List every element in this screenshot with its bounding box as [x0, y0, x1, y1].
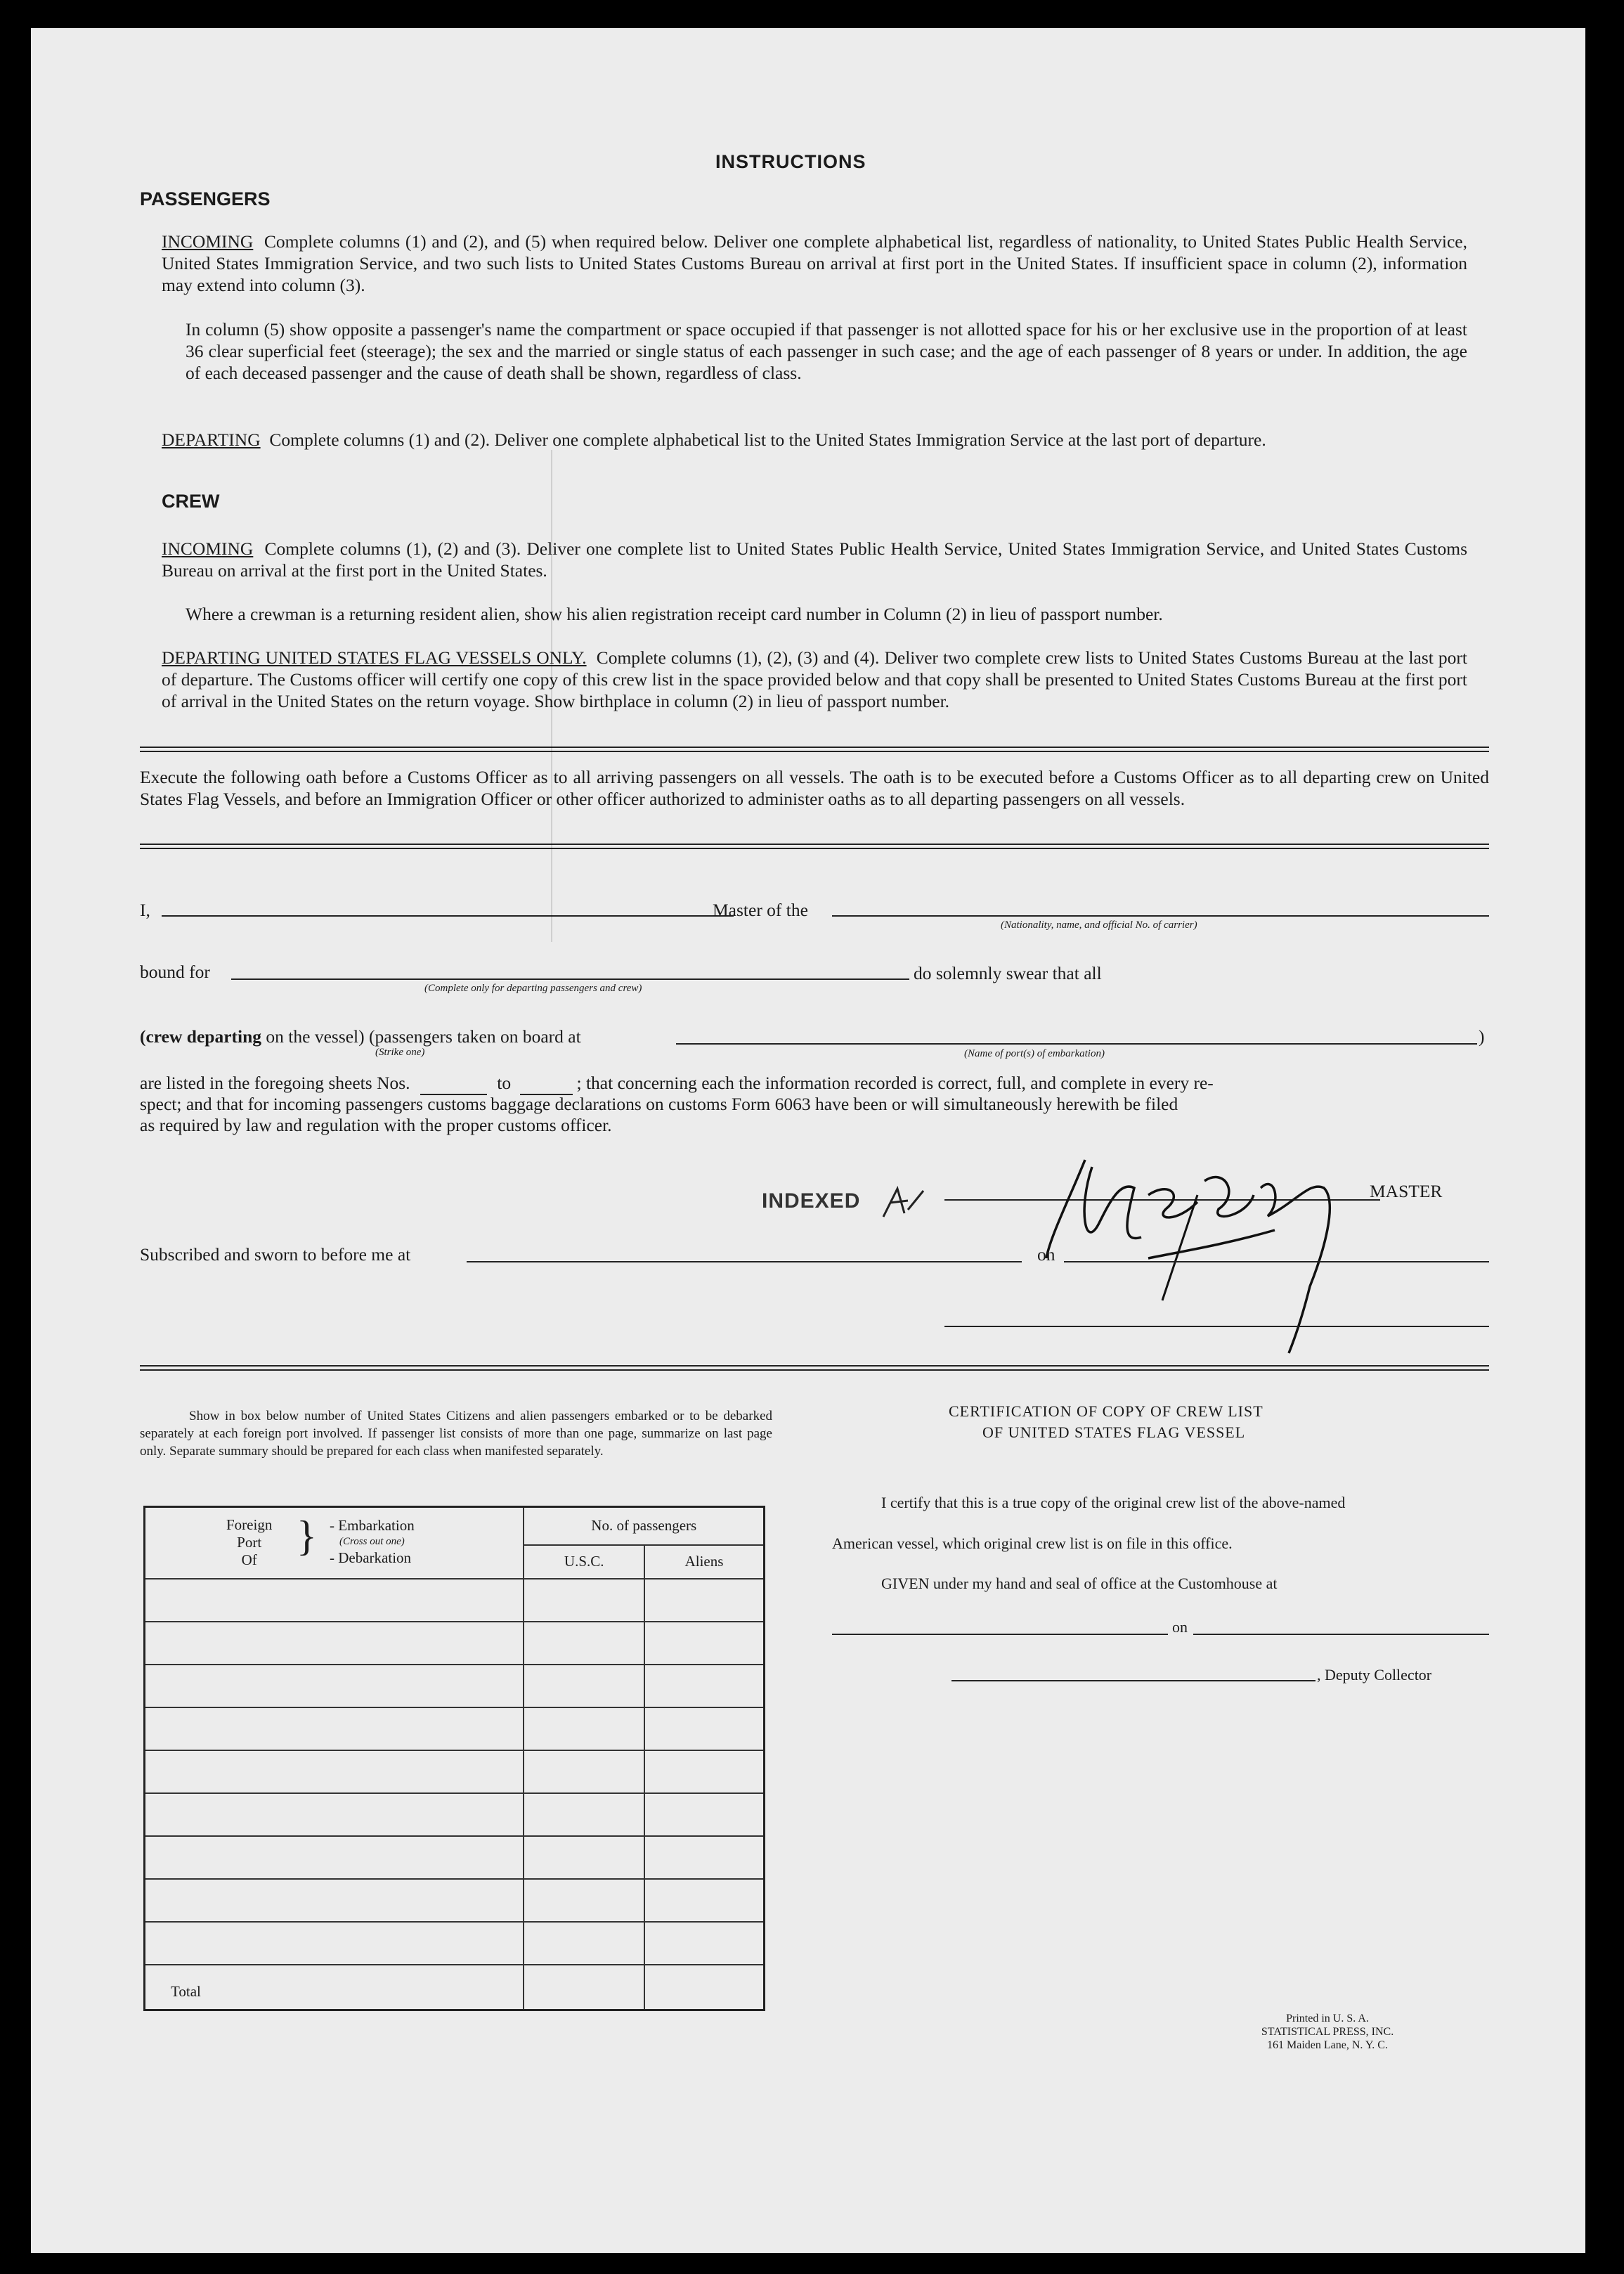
printer-line-2: STATISTICAL PRESS, INC.	[1261, 2026, 1394, 2038]
sheets-to: to	[497, 1073, 512, 1093]
crew-incoming-section	[162, 538, 1467, 581]
passengers-departing-label: DEPARTING	[162, 429, 261, 450]
passengers-column5-section	[186, 318, 1467, 384]
initials-mark	[880, 1185, 929, 1220]
embarkation-label: - Embarkation	[330, 1517, 415, 1534]
crew-departing-bold: (crew departing	[140, 1026, 262, 1047]
total-label: Total	[145, 1965, 524, 2010]
usc-cell[interactable]	[524, 1579, 644, 1622]
cert-line-3: GIVEN under my hand and seal of office at the Customhouse at	[881, 1575, 1278, 1592]
aliens-cell[interactable]	[644, 1707, 765, 1750]
crew-incoming-text: Complete columns (1), (2) and (3). Deliver one complete list to United States Public Health Service, United States Immigration Service, and United States Customs Bureau on arrival at the first port in the United States.	[162, 538, 1468, 581]
sheet-to-field[interactable]	[520, 1073, 573, 1095]
close-paren: )	[1479, 1026, 1485, 1047]
crew-resident-text: Where a crewman is a returning resident alien, show his alien registration receipt card number in Column (2) in lieu of passport number.	[186, 604, 1163, 624]
printer-line-1: Printed in U. S. A.	[1286, 2013, 1369, 2024]
sheets-line-1	[140, 1073, 1214, 1095]
cert-title-1: CERTIFICATION OF COPY OF CREW LIST	[949, 1402, 1264, 1420]
passengers-heading: PASSENGERS	[140, 188, 271, 209]
port-cell[interactable]	[145, 1879, 524, 1922]
divider	[140, 1365, 1489, 1371]
deputy-collector-field[interactable]	[951, 1680, 1316, 1681]
port-cell[interactable]	[145, 1750, 524, 1793]
deputy-collector-label: , Deputy Collector	[1317, 1666, 1432, 1684]
passenger-summary-table	[143, 1506, 765, 2011]
cert-line-1: I certify that this is a true copy of the original crew list of the above-named	[881, 1494, 1346, 1511]
oath-intro	[140, 766, 1489, 810]
swear-text: do solemnly swear that all	[914, 963, 1102, 983]
usc-cell[interactable]	[524, 1879, 644, 1922]
aliens-cell[interactable]	[644, 1793, 765, 1836]
aliens-total-cell[interactable]	[644, 1965, 765, 2010]
passengers-taken: (passengers taken on board at	[369, 1026, 581, 1047]
aliens-cell[interactable]	[644, 1622, 765, 1665]
cross-out-caption: (Cross out one)	[339, 1536, 405, 1547]
cert-title-2: OF UNITED STATES FLAG VESSEL	[982, 1423, 1246, 1441]
port-header-cell	[145, 1507, 524, 1579]
brace-icon: }	[297, 1513, 317, 1559]
crew-incoming-label: INCOMING	[162, 538, 254, 559]
master-of-the-label: Master of the	[713, 900, 808, 920]
usc-cell[interactable]	[524, 1793, 644, 1836]
sheet-from-field[interactable]	[420, 1073, 487, 1095]
usc-cell[interactable]	[524, 1836, 644, 1879]
crew-resident-section	[186, 603, 1467, 625]
port-label: Port	[237, 1534, 262, 1551]
no-of-passengers-header: No. of passengers	[524, 1507, 764, 1545]
aliens-cell[interactable]	[644, 1665, 765, 1707]
master-name-field[interactable]	[162, 915, 734, 917]
printer-line-3: 161 Maiden Lane, N. Y. C.	[1267, 2039, 1388, 2051]
passengers-column5-text: In column (5) show opposite a passenger's name the compartment or space occupied if that passenger is not allotted space for his or her exclusive use in the proportion of at least 36 clear superficial feet (steerage); the sex and the married or single status of each passenger in such case; and the age of each passenger of 8 years or under. In addition, the age of each deceased passenger and the cause of death shall be shown, regardless of class.	[186, 319, 1467, 383]
debarkation-label: - Debarkation	[330, 1549, 412, 1566]
of-label: Of	[241, 1551, 257, 1568]
subscribed-date-field[interactable]	[1064, 1261, 1489, 1262]
summary-instructions-text: Show in box below number of United States Citizens and alien passengers embarked or to be debarked separately at each foreign port involved. If passenger list consists of more than one page, summarize on last page only. Separate summary should be prepared for each class when manifested separately.	[140, 1409, 772, 1459]
passengers-incoming-text: Complete columns (1) and (2), and (5) when required below. Deliver one complete alphabetical list, regardless of nationality, to United States Public Health Service, United States Immigration Service, and two such lists to United States Customs Bureau on arrival at first port in the United States. If insufficient space in column (2), information may extend into column (3).	[162, 231, 1468, 295]
crew-heading: CREW	[162, 491, 220, 512]
port-cell[interactable]	[145, 1579, 524, 1622]
officer-signature-field[interactable]	[944, 1326, 1489, 1327]
subscribed-on-label: on	[1037, 1244, 1055, 1265]
bound-for-label: bound for	[140, 962, 210, 982]
form-page	[31, 28, 1585, 2253]
crew-departing-label: DEPARTING UNITED STATES FLAG VESSELS ONLY.	[162, 647, 587, 668]
oath-intro-text: Execute the following oath before a Customs Officer as to all arriving passengers on all vessels. The oath is to be executed before a Customs Officer as to all departing crew on United States Flag Vessels, and before an Immigration Officer or other officer authorized to administer oaths as to all departing passengers on all vessels.	[140, 767, 1489, 809]
oath-i-label: I,	[140, 900, 150, 920]
subscribed-label: Subscribed and sworn to before me at	[140, 1244, 411, 1265]
customhouse-field[interactable]	[832, 1634, 1168, 1635]
master-label: MASTER	[1370, 1181, 1443, 1201]
port-cell[interactable]	[145, 1622, 524, 1665]
sheets-text-b: ; that concerning each the information recorded is correct, full, and complete in every re-	[576, 1073, 1214, 1093]
passengers-departing-text: Complete columns (1) and (2). Deliver one complete alphabetical list to the United States Immigration Service at the last port of departure.	[269, 429, 1266, 450]
aliens-cell[interactable]	[644, 1922, 765, 1965]
aliens-header: Aliens	[644, 1545, 765, 1579]
strike-one-caption: (Strike one)	[375, 1047, 425, 1058]
cert-date-field[interactable]	[1193, 1634, 1489, 1635]
divider	[140, 747, 1489, 752]
usc-total-cell[interactable]	[524, 1965, 644, 2010]
carrier-field[interactable]	[832, 915, 1489, 917]
usc-cell[interactable]	[524, 1622, 644, 1665]
crew-departing-section	[162, 647, 1467, 712]
usc-header: U.S.C.	[524, 1545, 644, 1579]
aliens-cell[interactable]	[644, 1879, 765, 1922]
usc-cell[interactable]	[524, 1922, 644, 1965]
embarkation-port-field[interactable]	[676, 1043, 1477, 1045]
usc-cell[interactable]	[524, 1750, 644, 1793]
crew-departing-text: Complete columns (1), (2), (3) and (4). Deliver two complete crew lists to United States Customs Bureau at the last port of departure. The Customs officer will certify one copy of this crew list in the space provided below and that copy shall be presented to United States Customs Bureau at the first port of arrival in the United States on the return voyage. Show birthplace in column (2) in lieu of passport number.	[162, 647, 1468, 711]
sheets-line-2: spect; and that for incoming passengers customs baggage declarations on customs Form 6063 have been or will simultaneously herewith be filed	[140, 1094, 1178, 1114]
aliens-cell[interactable]	[644, 1836, 765, 1879]
cert-on-label: on	[1172, 1618, 1188, 1636]
port-caption: (Name of port(s) of embarkation)	[964, 1048, 1105, 1059]
usc-cell[interactable]	[524, 1707, 644, 1750]
page-title: INSTRUCTIONS	[715, 151, 866, 172]
indexed-stamp: INDEXED	[762, 1189, 861, 1213]
aliens-cell[interactable]	[644, 1579, 765, 1622]
bound-for-field[interactable]	[231, 978, 909, 980]
port-cell[interactable]	[145, 1707, 524, 1750]
sheets-text-a: are listed in the foregoing sheets Nos.	[140, 1073, 410, 1093]
port-cell[interactable]	[145, 1665, 524, 1707]
divider	[140, 844, 1489, 849]
foreign-label: Foreign	[226, 1516, 273, 1533]
sheets-line-3: as required by law and regulation with the proper customs officer.	[140, 1115, 612, 1135]
port-cell[interactable]	[145, 1793, 524, 1836]
fold-mark	[551, 450, 552, 942]
passengers-incoming-section	[162, 231, 1467, 296]
cert-line-2: American vessel, which original crew list is on file in this office.	[832, 1535, 1233, 1552]
summary-instructions	[140, 1407, 772, 1460]
port-cell[interactable]	[145, 1922, 524, 1965]
passengers-incoming-label: INCOMING	[162, 231, 254, 252]
on-the-vessel: on the vessel)	[266, 1026, 365, 1047]
crew-passenger-line	[140, 1026, 581, 1047]
complete-only-caption: (Complete only for departing passengers and crew)	[424, 983, 642, 994]
aliens-cell[interactable]	[644, 1750, 765, 1793]
passengers-departing-section	[162, 429, 1467, 451]
nationality-caption: (Nationality, name, and official No. of carrier)	[1001, 919, 1197, 931]
usc-cell[interactable]	[524, 1665, 644, 1707]
printer-imprint	[1247, 2012, 1408, 2052]
subscribed-place-field[interactable]	[467, 1261, 1022, 1262]
port-cell[interactable]	[145, 1836, 524, 1879]
